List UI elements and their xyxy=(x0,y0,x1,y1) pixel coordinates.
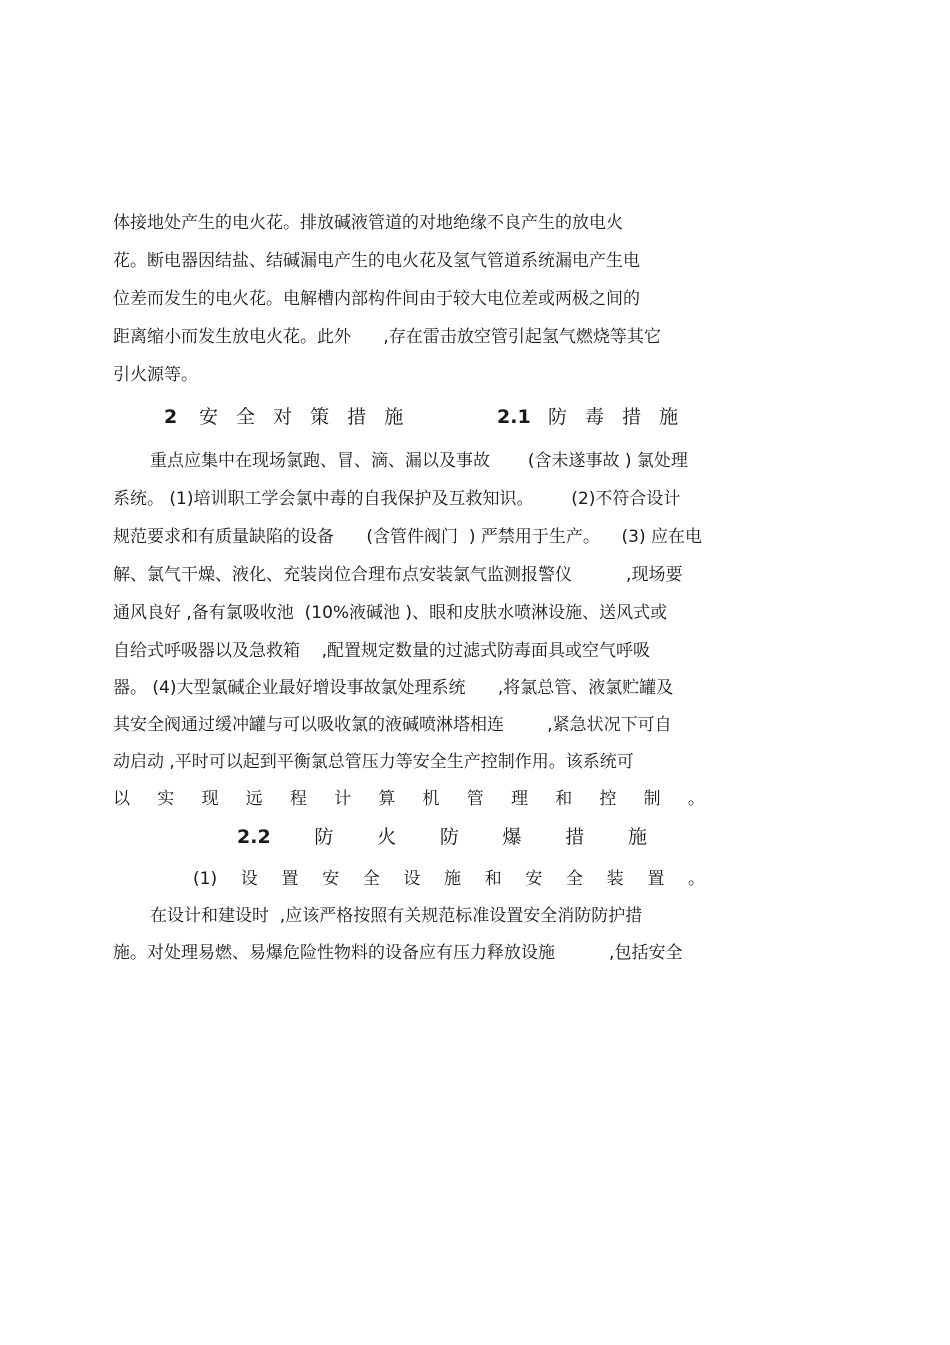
char: 措 xyxy=(565,826,585,848)
paragraph-line: 规范要求和有质量缺陷的设备 (含管件阀门 ) 严禁用于生产。 (3) 应在电 xyxy=(113,527,702,547)
char: 施 xyxy=(627,826,647,848)
char: 理 xyxy=(510,789,528,809)
subsection-heading xyxy=(237,824,647,850)
char: 。 xyxy=(687,789,705,809)
subsection-number: 2.2 xyxy=(237,826,271,848)
paragraph-line: 解、氯气干燥、液化、充装岗位合理布点安装氯气监测报警仪 ,现场要 xyxy=(113,565,683,585)
paragraph-line: 通风良好 ,备有氯吸收池 (10%液碱池 )、眼和皮肤水喷淋设施、送风式或 xyxy=(113,603,668,623)
char: 计 xyxy=(334,789,352,809)
section-number: 2 xyxy=(164,406,178,428)
subsection-title: 防 毒 措 施 xyxy=(548,406,685,428)
justified-line xyxy=(193,868,705,890)
paragraph-line: 自给式呼吸器以及急救箱 ,配置规定数量的过滤式防毒面具或空气呼吸 xyxy=(113,641,651,661)
paragraph-line: 在设计和建设时 ,应该严格按照有关规范标准设置安全消防防护措 xyxy=(150,906,643,926)
char: 安 xyxy=(322,869,340,889)
paragraph-line: 重点应集中在现场氯跑、冒、滴、漏以及事故 (含未遂事故 ) 氯处理 xyxy=(150,451,688,471)
char: 机 xyxy=(422,789,440,809)
char: 设 xyxy=(403,869,421,889)
subsection-number: 2.1 xyxy=(497,406,531,428)
paragraph-line: 距离缩小而发生放电火花。此外 ,存在雷击放空管引起氢气燃烧等其它 xyxy=(113,327,661,347)
justified-line xyxy=(113,788,705,810)
paragraph-line: 施。对处理易燃、易爆危险性物料的设备应有压力释放设施 ,包括安全 xyxy=(113,943,683,963)
char: 置 xyxy=(281,869,299,889)
char: 施 xyxy=(444,869,462,889)
char: 全 xyxy=(362,869,380,889)
char: 管 xyxy=(466,789,484,809)
char: 全 xyxy=(566,869,583,889)
char: 安 xyxy=(525,869,543,889)
char: 远 xyxy=(245,789,263,809)
paragraph-line: 花。断电器因结盐、结碱漏电产生的电火花及氢气管道系统漏电产生电 xyxy=(113,251,640,271)
char: 现 xyxy=(201,789,219,809)
char: 火 xyxy=(377,826,397,848)
char: 实 xyxy=(157,789,175,809)
char: 防 xyxy=(439,826,459,848)
char: 置 xyxy=(647,869,665,889)
paragraph-line: 其安全阀通过缓冲罐与可以吸收氯的液碱喷淋塔相连 ,紧急状况下可自 xyxy=(113,715,672,735)
paragraph-line: 系统。 (1)培训职工学会氯中毒的自我保护及互救知识。 (2)不符合设计 xyxy=(113,489,681,509)
char: 设 xyxy=(240,869,258,889)
char: 控 xyxy=(599,789,617,809)
char: 制 xyxy=(643,789,661,809)
paragraph-line: 位差而发生的电火花。电解槽内部构件间由于较大电位差或两极之间的 xyxy=(113,289,640,309)
char: 装 xyxy=(606,869,624,889)
char: 。 xyxy=(687,869,705,889)
paragraph-line: 器。 (4)大型氯碱企业最好增设事故氯处理系统 ,将氯总管、液氯贮罐及 xyxy=(113,678,674,698)
section-title: 安 全 对 策 措 施 xyxy=(199,406,410,428)
char: 和 xyxy=(555,789,573,809)
paragraph-line: 体接地处产生的电火花。排放碱液管道的对地绝缘不良产生的放电火 xyxy=(113,213,623,233)
char: 以 xyxy=(113,789,130,809)
paragraph-line: 动启动 ,平时可以起到平衡氯总管压力等安全生产控制作用。该系统可 xyxy=(113,752,634,772)
char: 防 xyxy=(314,826,334,848)
char: 爆 xyxy=(502,826,522,848)
paragraph-line: 引火源等。 xyxy=(113,365,198,385)
char: 算 xyxy=(378,789,396,809)
item-number: (1) xyxy=(193,869,218,889)
char: 和 xyxy=(484,869,502,889)
char: 程 xyxy=(289,789,307,809)
